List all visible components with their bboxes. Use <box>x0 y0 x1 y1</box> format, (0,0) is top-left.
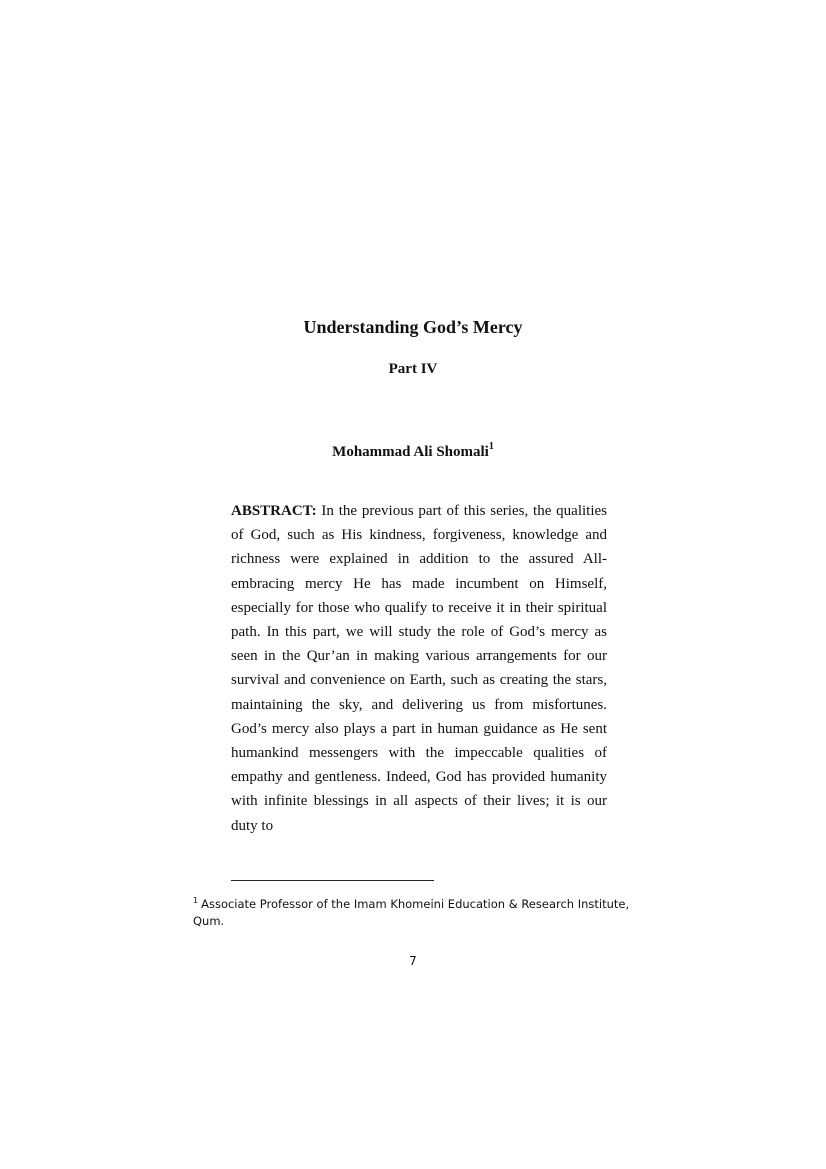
abstract-text: In the previous part of this series, the qualities of God, such as His kindness, forgiveness, knowledge and richness were explained in addition to the assured All-embracing mercy He has made incumbent on Himself, especially for those who qualify to receive it in their spiritual path. In this part, we will study the role of God’s mercy as seen in the Qur’an in making various arrangements for our survival and convenience on Earth, such as creating the stars, maintaining the sky, and delivering us from misfortunes. God’s mercy also plays a part in human guidance as He sent humankind messengers with the impeccable qualities of empathy and gentleness. Indeed, God has provided humanity with infinite blessings in all aspects of their lives; it is our duty to <box>231 503 607 834</box>
author-name-text: Mohammad Ali Shomali <box>332 444 489 460</box>
abstract-label: ABSTRACT: <box>231 503 317 519</box>
article-title: Understanding God’s Mercy <box>303 317 523 337</box>
abstract-paragraph <box>231 499 607 838</box>
footnote <box>193 896 641 930</box>
article-part: Part IV <box>388 361 438 377</box>
footnote-number: 1 <box>193 896 199 906</box>
footnote-marker: 1 <box>488 441 494 452</box>
author-name <box>0 442 826 462</box>
footnote-text: Associate Professor of the Imam Khomeini Education & Research Institute, Qum. <box>193 897 630 928</box>
page-number: 7 <box>409 954 417 968</box>
footnote-divider <box>231 880 434 881</box>
